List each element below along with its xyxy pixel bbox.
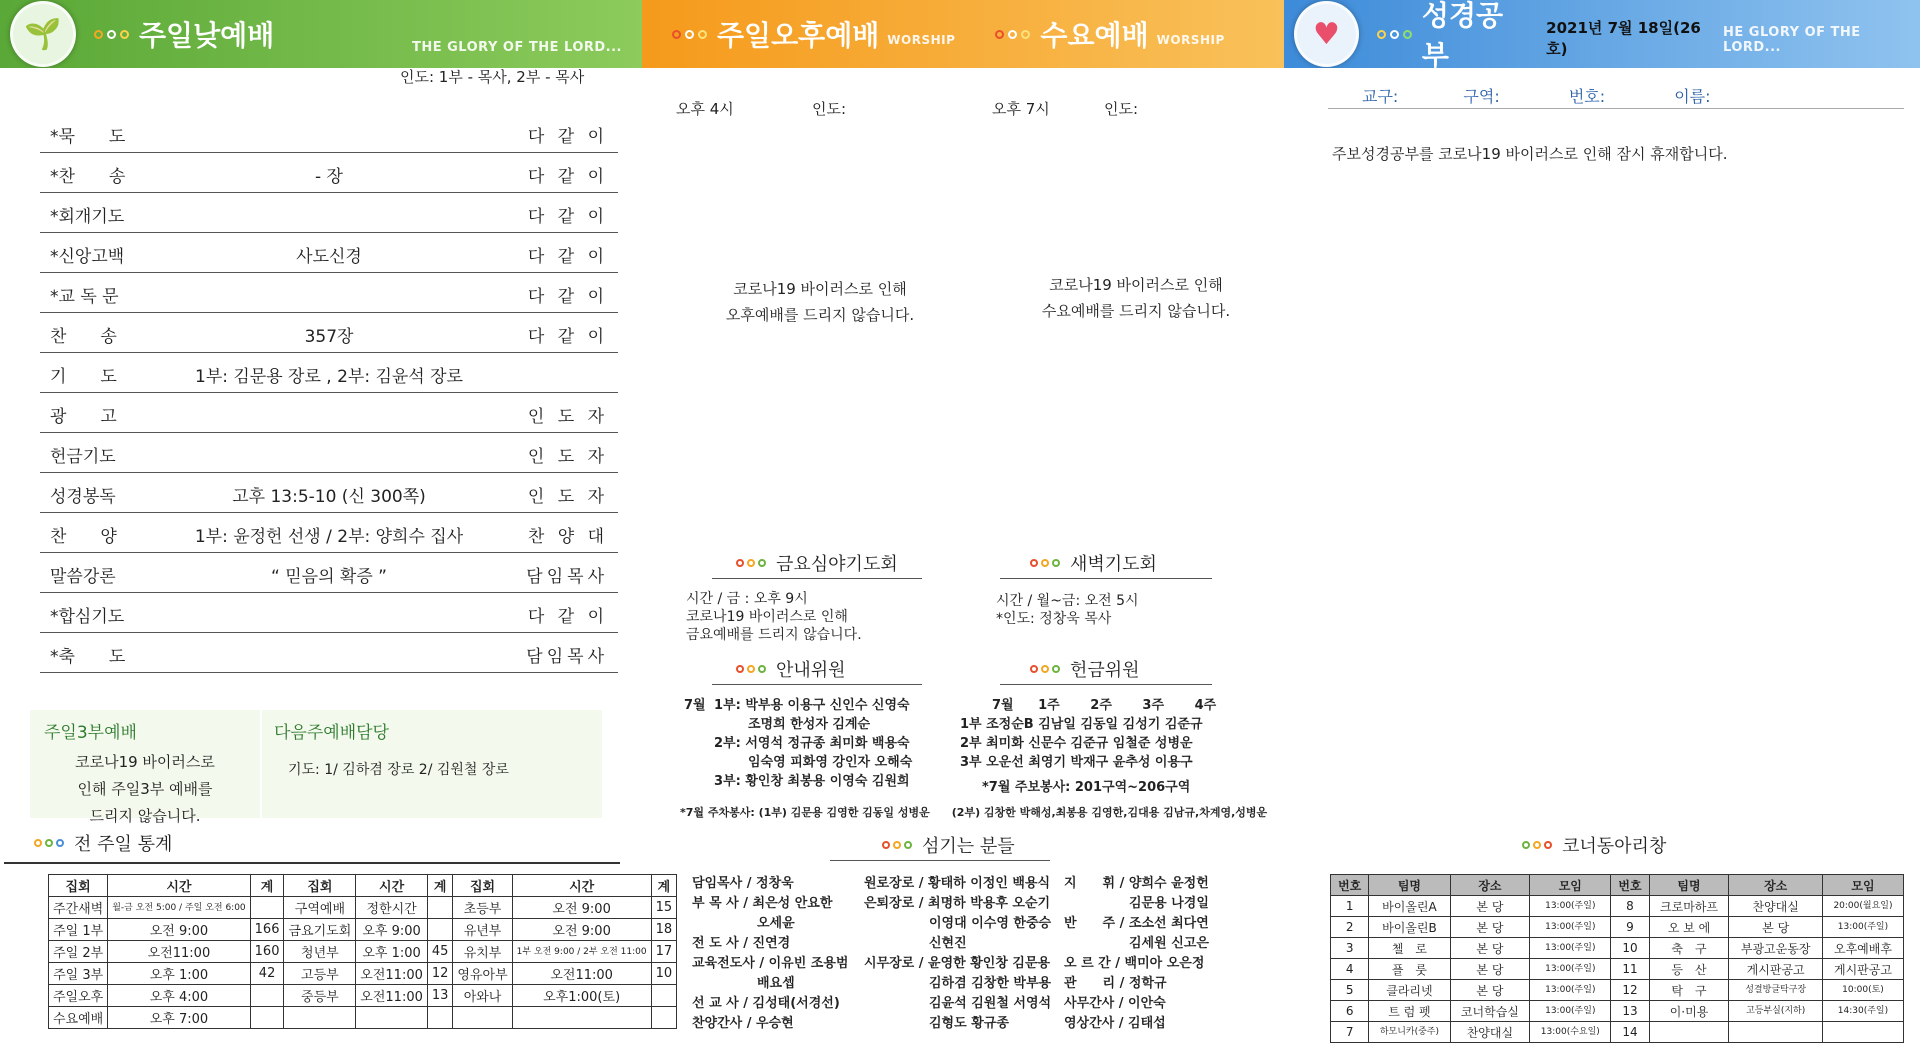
club-cell: 10 [1611, 938, 1649, 959]
divider [1000, 684, 1212, 685]
order-row [40, 272, 618, 313]
club-cell: 본 당 [1450, 917, 1530, 938]
stats-row [49, 919, 677, 941]
stats-row [49, 897, 677, 919]
stats-cell [453, 1007, 512, 1029]
club-row [1331, 959, 1904, 980]
club-cell [1649, 1022, 1729, 1043]
club-cell: 본 당 [1450, 938, 1530, 959]
divider [4, 862, 620, 864]
header-sub: HE GLORY OF THE LORD... [1723, 25, 1861, 55]
stats-table [48, 874, 677, 1029]
servant-line: 김형도 황규종 [864, 1016, 1009, 1031]
club-cell: 14:30(주일) [1822, 1001, 1903, 1022]
club-header-row [1331, 875, 1904, 896]
servant-line: 부 목 사 / 최은성 안요한 [692, 896, 833, 911]
order-label: *회개기도 [50, 207, 125, 227]
order-row [40, 632, 618, 673]
stats-cell: 청년부 [284, 941, 356, 963]
stats-cell: 오후1:00(토) [512, 985, 651, 1007]
order-leader: 담임목사 [526, 647, 608, 667]
stats-cell: 166 [250, 919, 284, 941]
club-cell: 13:00(주일) [1530, 959, 1611, 980]
stats-cell: 주간새벽 [49, 897, 108, 919]
order-row [40, 552, 618, 593]
club-cell: 플 룻 [1369, 959, 1450, 980]
order-leader: 찬 양 대 [527, 527, 608, 547]
afternoon-time: 오후 4시 [676, 100, 734, 118]
club-cell: 7 [1331, 1022, 1369, 1043]
order-label: *교 독 문 [50, 287, 119, 307]
order-label: 기 도 [50, 367, 117, 387]
servants-col-3 [1064, 874, 1209, 1034]
club-cell: 13:00(주일) [1530, 938, 1611, 959]
ushers-title: 안내위원 [736, 656, 846, 682]
divider [830, 860, 1050, 861]
club-cell: 9 [1611, 917, 1649, 938]
third-service-line: 코로나19 바이러스로 [75, 753, 215, 771]
club-row [1331, 938, 1904, 959]
stats-cell: 영유아부 [453, 963, 512, 985]
club-cell: 11 [1611, 959, 1649, 980]
field-number: 번호: [1568, 87, 1606, 106]
dawn-title: 새벽기도회 [1030, 550, 1157, 576]
order-label: *묵 도 [50, 127, 126, 147]
club-cell: 본 당 [1450, 896, 1530, 917]
club-header: 모임 [1822, 875, 1903, 896]
club-cell: 이·미용 [1649, 1001, 1729, 1022]
stats-cell [284, 1007, 356, 1029]
stats-cell: 17 [651, 941, 677, 963]
stats-cell: 주일 1부 [49, 919, 108, 941]
stats-header: 계 [427, 875, 453, 897]
bulletin-date: 2021년 7월 18일(26호) [1546, 19, 1701, 58]
club-cell [1729, 1022, 1823, 1043]
servant-line: 담임목사 / 정창욱 [692, 876, 794, 891]
order-row [40, 312, 618, 353]
servant-line: 사무간사 / 이안숙 [1064, 996, 1166, 1011]
club-cell: 13:00(주일) [1530, 917, 1611, 938]
stats-cell: 주일 3부 [49, 963, 108, 985]
club-row [1331, 896, 1904, 917]
stats-cell: 160 [250, 941, 284, 963]
stats-cell: 오전11:00 [108, 941, 250, 963]
order-label: 말씀강론 [50, 567, 116, 587]
order-row [40, 192, 618, 233]
order-row [40, 512, 618, 553]
order-leader: 인 도 자 [527, 487, 608, 507]
stats-header: 계 [651, 875, 677, 897]
afternoon-leader: 인도: [812, 100, 847, 118]
stats-cell [427, 897, 453, 919]
stats-cell: 고등부 [284, 963, 356, 985]
servant-line: 김하겸 김창한 박부용 [864, 976, 1052, 991]
club-cell: 오 보 에 [1649, 917, 1729, 938]
servant-line: 김세원 신고은 [1064, 936, 1209, 951]
stats-header: 집회 [453, 875, 512, 897]
club-cell: 본 당 [1729, 917, 1823, 938]
order-label: 성경봉독 [50, 487, 116, 507]
stats-cell: 오후 9:00 [356, 919, 428, 941]
club-cell: 10:00(토) [1822, 980, 1903, 1001]
header-sub: WORSHIP [887, 33, 956, 47]
stats-cell: 45 [427, 941, 453, 963]
stats-cell: 주일오후 [49, 985, 108, 1007]
divider [1328, 108, 1904, 109]
stats-row [49, 963, 677, 985]
order-row [40, 592, 618, 633]
servant-line: 반 주 / 조소선 최다연 [1064, 916, 1209, 931]
stats-cell: 오전 9:00 [512, 897, 651, 919]
order-detail: 사도신경 [296, 247, 362, 267]
club-cell: 5 [1331, 980, 1369, 1001]
header-title: 주일오후예배 [717, 19, 880, 52]
club-cell: 14 [1611, 1022, 1649, 1043]
club-row [1331, 1022, 1904, 1043]
heart-hands-icon: ♥ [1294, 1, 1359, 67]
header-title: 주일낮예배 [139, 19, 275, 52]
stats-cell: 금요기도회 [284, 919, 356, 941]
club-cell: 게시판공고 [1729, 959, 1823, 980]
stats-header: 계 [250, 875, 284, 897]
study-fields [1362, 84, 1711, 107]
club-cell: 탁 구 [1649, 980, 1729, 1001]
stats-header: 시간 [356, 875, 428, 897]
club-cell: 13:00(주일) [1530, 896, 1611, 917]
field-district: 구역: [1463, 87, 1500, 106]
stats-cell: 정한시간 [356, 897, 428, 919]
servant-line: 선 교 사 / 김성태(서경선) [692, 996, 840, 1011]
order-leader: 다 같 이 [527, 287, 608, 307]
servant-line: 이영대 이수영 한중승 [864, 916, 1052, 931]
plant-hands-icon: 🌱 [10, 1, 76, 67]
club-cell: 찬양대실 [1729, 896, 1823, 917]
club-title: 코너동아리창 [1522, 832, 1666, 858]
club-header: 장소 [1729, 875, 1823, 896]
order-detail: - 장 [315, 167, 343, 187]
club-cell: 고등부실(지하) [1729, 1001, 1823, 1022]
order-leader: 인 도 자 [527, 447, 608, 467]
servant-line: 지 휘 / 양희수 윤정헌 [1064, 876, 1209, 891]
club-cell: 등 산 [1649, 959, 1729, 980]
stats-cell: 오전 9:00 [108, 919, 250, 941]
third-service-box [30, 710, 260, 825]
next-week-box [262, 710, 602, 818]
next-week-title: 다음주예배담당 [274, 723, 389, 743]
stats-cell: 1부 오전 9:00 / 2부 오전 11:00 [512, 941, 651, 963]
header-title: 수요예배 [1040, 19, 1149, 52]
club-header: 장소 [1450, 875, 1530, 896]
servant-line: 시무장로 / 윤영한 황인창 김문용 [864, 956, 1051, 971]
club-cell: 1 [1331, 896, 1369, 917]
servant-line: 은퇴장로 / 최명하 박용후 오순기 [864, 896, 1051, 911]
stats-cell: 아와나 [453, 985, 512, 1007]
club-cell: 3 [1331, 938, 1369, 959]
club-cell: 본 당 [1450, 980, 1530, 1001]
header-study [1284, 0, 1920, 68]
club-cell: 코너학습실 [1450, 1001, 1530, 1022]
morning-leader: 인도: 1부 - 목사, 2부 - 목사 [400, 68, 585, 86]
club-cell: 본 당 [1450, 959, 1530, 980]
servant-line: 교육전도사 / 이유빈 조용범 [692, 956, 849, 971]
club-cell: 오후예배후 [1822, 938, 1903, 959]
order-detail: 1부: 김문용 장로 , 2부: 김윤석 장로 [195, 367, 463, 387]
third-service-line: 인해 주일3부 예배를 [77, 780, 213, 798]
order-row [40, 232, 618, 273]
stats-row [49, 941, 677, 963]
servant-line: 김문용 나경일 [1064, 896, 1209, 911]
stats-cell: 10 [651, 963, 677, 985]
order-leader: 다 같 이 [527, 327, 608, 347]
order-label: 광 고 [50, 407, 117, 427]
order-row [40, 392, 618, 433]
club-cell: 13:00(수요일) [1530, 1022, 1611, 1043]
servant-line: 관 리 / 정학규 [1064, 976, 1167, 991]
order-label: 헌금기도 [50, 447, 116, 467]
field-name: 이름: [1674, 87, 1711, 106]
stats-cell [651, 1007, 677, 1029]
order-detail: 1부: 윤정헌 선생 / 2부: 양희수 집사 [194, 527, 464, 547]
club-cell [1822, 1022, 1903, 1043]
header-afternoon [642, 0, 1284, 68]
club-table [1330, 874, 1904, 1043]
friday-info: 시간 / 금 : 오후 9시 코로나19 바이러스로 인해 금요예배를 드리지 않습니다. [686, 591, 862, 643]
header-title: 성경공부 [1421, 0, 1504, 68]
club-cell: 20:00(월요일) [1822, 896, 1903, 917]
header-sub: THE GLORY OF THE LORD... [411, 39, 622, 55]
club-cell: 8 [1611, 896, 1649, 917]
club-row [1331, 1001, 1904, 1022]
stats-cell [250, 1007, 284, 1029]
club-cell: 6 [1331, 1001, 1369, 1022]
club-cell: 13:00(주일) [1530, 1001, 1611, 1022]
stats-cell [356, 1007, 428, 1029]
stats-cell: 18 [651, 919, 677, 941]
club-header: 팀명 [1649, 875, 1729, 896]
order-leader: 다 같 이 [527, 247, 608, 267]
stats-cell [651, 985, 677, 1007]
servant-line: 영상간사 / 김태섭 [1064, 1016, 1166, 1031]
order-row [40, 112, 618, 153]
club-header: 번호 [1331, 875, 1369, 896]
stats-header: 집회 [284, 875, 356, 897]
club-cell: 하모니카(중주) [1369, 1022, 1450, 1043]
stats-cell: 오전11:00 [512, 963, 651, 985]
club-row [1331, 980, 1904, 1001]
stats-row [49, 1007, 677, 1029]
stats-header: 시간 [108, 875, 250, 897]
header-morning [0, 0, 642, 68]
stats-row [49, 985, 677, 1007]
stats-cell: 오전11:00 [356, 985, 428, 1007]
next-week-text: 기도: 1/ 김하겸 장로 2/ 김원철 장로 [288, 762, 509, 778]
order-label: 찬 송 [50, 327, 117, 347]
club-header: 팀명 [1369, 875, 1450, 896]
club-cell: 13 [1611, 1001, 1649, 1022]
stats-cell: 유년부 [453, 919, 512, 941]
club-cell: 바이올린A [1369, 896, 1450, 917]
divider [1000, 578, 1212, 579]
stats-cell [250, 897, 284, 919]
club-header: 모임 [1530, 875, 1611, 896]
servant-line: 오세윤 [692, 916, 795, 931]
club-cell: 찬양대실 [1450, 1022, 1530, 1043]
order-leader: 인 도 자 [527, 407, 608, 427]
servants-col-2 [864, 874, 1051, 1034]
stats-header: 집회 [49, 875, 108, 897]
order-row [40, 152, 618, 193]
stats-cell: 초등부 [453, 897, 512, 919]
club-cell: 성결방글탁구장 [1729, 980, 1823, 1001]
stats-cell: 오후 1:00 [108, 963, 250, 985]
stats-cell: 주일 2부 [49, 941, 108, 963]
club-cell: 게시판공고 [1822, 959, 1903, 980]
servant-line: 김윤석 김원철 서영석 [864, 996, 1052, 1011]
club-cell: 2 [1331, 917, 1369, 938]
stats-cell: 중등부 [284, 985, 356, 1007]
club-cell: 13:00(주일) [1822, 917, 1903, 938]
order-label: *찬 송 [50, 167, 126, 187]
servant-line: 오 르 간 / 백미아 오은정 [1064, 956, 1205, 971]
club-cell: 13:00(주일) [1530, 980, 1611, 1001]
order-label: *합심기도 [50, 607, 125, 627]
stats-cell [427, 1007, 453, 1029]
servant-line: 전 도 사 / 진연경 [692, 936, 791, 951]
stats-cell: 오후 1:00 [356, 941, 428, 963]
order-leader: 다 같 이 [527, 607, 608, 627]
order-leader: 다 같 이 [527, 167, 608, 187]
wednesday-time: 오후 7시 [992, 100, 1050, 118]
club-row [1331, 917, 1904, 938]
servant-line: 신현진 [864, 936, 967, 951]
field-parish: 교구: [1362, 87, 1399, 106]
stats-cell [427, 919, 453, 941]
club-header: 번호 [1611, 875, 1649, 896]
order-label: 찬 양 [50, 527, 117, 547]
stats-header: 시간 [512, 875, 651, 897]
header-sub: WORSHIP [1156, 33, 1225, 47]
stats-cell: 월-금 오전 5:00 / 주일 오전 6:00 [108, 897, 250, 919]
stats-cell: 15 [651, 897, 677, 919]
stats-title: 전 주일 통계 [34, 830, 172, 856]
club-cell: 축 구 [1649, 938, 1729, 959]
order-row [40, 352, 618, 393]
order-label: *신앙고백 [50, 247, 125, 267]
stats-cell: 유치부 [453, 941, 512, 963]
stats-cell: 오전11:00 [356, 963, 428, 985]
club-cell: 크로마하프 [1649, 896, 1729, 917]
order-detail: 고후 13:5-10 (신 300쪽) [232, 487, 426, 507]
dawn-info: 시간 / 월~금: 오전 5시 *인도: 정창욱 목사 [996, 593, 1139, 627]
study-notice: 주보성경공부를 코로나19 바이러스로 인해 잠시 휴재합니다. [1332, 145, 1728, 163]
servant-line: 원로장로 / 황태하 이정인 백용식 [864, 876, 1051, 891]
order-leader: 담임목사 [526, 567, 608, 587]
order-detail: “ 믿음의 확증 ” [271, 567, 387, 587]
stats-cell: 구역예배 [284, 897, 356, 919]
servants-title: 섬기는 분들 [882, 832, 1015, 858]
club-cell: 클라리넷 [1369, 980, 1450, 1001]
stats-cell: 13 [427, 985, 453, 1007]
servant-line: 배요셉 [692, 976, 795, 991]
club-cell: 4 [1331, 959, 1369, 980]
stats-cell [250, 985, 284, 1007]
third-service-line: 드리지 않습니다. [89, 807, 201, 825]
stats-cell: 12 [427, 963, 453, 985]
stats-cell: 오후 4:00 [108, 985, 250, 1007]
club-cell: 부광고운동장 [1729, 938, 1823, 959]
order-detail: 357장 [304, 327, 354, 347]
divider [712, 684, 922, 685]
order-leader: 다 같 이 [527, 207, 608, 227]
stats-cell: 오후 7:00 [108, 1007, 250, 1029]
order-row [40, 472, 618, 513]
divider [712, 578, 922, 579]
ushers-list: 7월 1부: 박부용 이용구 신인수 신영숙 조명희 한성자 김계순 2부: 서영석 정규종 최미화 백용숙 임숙영 피화영 강인자 오해숙 3부: 황인창 최봉용 이영숙 김원희 [684, 698, 913, 789]
servant-line: 찬양간사 / 우승현 [692, 1016, 794, 1031]
order-leader: 다 같 이 [527, 127, 608, 147]
stats-cell: 수요예배 [49, 1007, 108, 1029]
stats-cell: 오전 9:00 [512, 919, 651, 941]
offering-list: 7월 1주 2주 3주 4주 1부 조정순B 김남일 김동일 김성기 김준규 2부 최미화 신문수 김준규 임철준 성병운 3부 오운선 최영기 박재구 윤추성 이용구 *7월 주보봉사: 201구역~206구역 [960, 698, 1217, 795]
stats-cell [512, 1007, 651, 1029]
wednesday-leader: 인도: [1104, 100, 1139, 118]
club-cell: 12 [1611, 980, 1649, 1001]
stats-cell: 42 [250, 963, 284, 985]
third-service-title: 주일3부예배 [44, 723, 137, 743]
offering-title: 헌금위원 [1030, 656, 1140, 682]
afternoon-notice: 코로나19 바이러스로 인해 오후예배를 드리지 않습니다. [725, 280, 915, 324]
club-cell: 바이올린B [1369, 917, 1450, 938]
order-label: *축 도 [50, 647, 126, 667]
volunteer-note: *7월 주차봉사: (1부) 김문용 김영한 김동일 성병운 (2부) 김창한 박해성,최봉용 김영한,김대용 김남규,차계영,성병운 [680, 806, 1268, 819]
club-cell: 첼 로 [1369, 938, 1450, 959]
servants-col-1 [692, 874, 848, 1034]
friday-title: 금요심야기도회 [736, 550, 898, 576]
wednesday-notice: 코로나19 바이러스로 인해 수요예배를 드리지 않습니다. [1041, 276, 1231, 320]
stats-header-row [49, 875, 677, 897]
order-row [40, 432, 618, 473]
club-cell: 트 럼 펫 [1369, 1001, 1450, 1022]
